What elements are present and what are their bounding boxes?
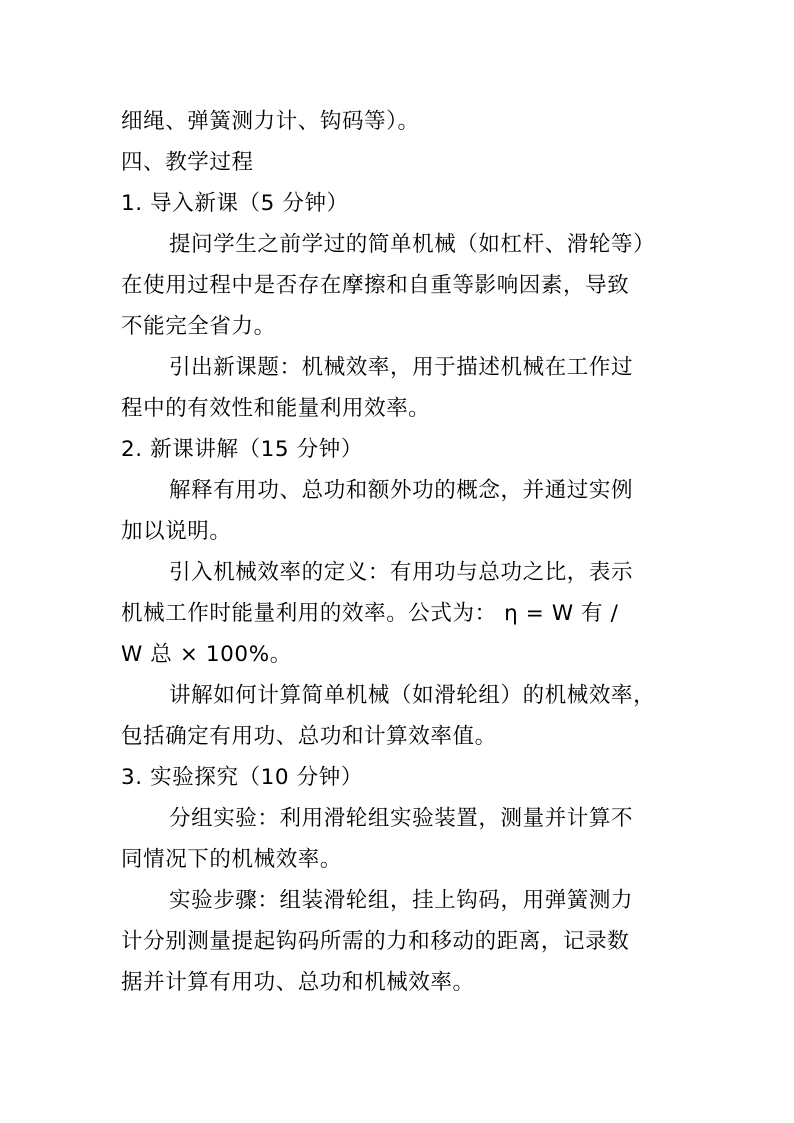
paragraph-line: 提问学生之前学过的简单机械（如杠杆、滑轮等） [169,232,656,257]
text-line: 程中的有效性和能量利用效率。 [121,396,431,421]
text-line: 不能完全省力。 [121,314,276,339]
text-line: 细绳、弹簧测力计、钩码等）。 [121,109,420,134]
formula-line: 机械工作时能量利用的效率。公式为： η = W 有 / [121,601,619,626]
paragraph-line: 分组实验：利用滑轮组实验装置，测量并计算不 [169,806,634,831]
paragraph-line: 解释有用功、总功和额外功的概念，并通过实例 [169,478,634,503]
paragraph-line: 讲解如何计算简单机械（如滑轮组）的机械效率， [169,683,656,708]
formula-line: W 总 × 100%。 [121,642,292,667]
text-line: 加以说明。 [121,519,232,544]
paragraph-line: 引出新课题：机械效率，用于描述机械在工作过 [169,355,634,380]
text-line: 在使用过程中是否存在摩擦和自重等影响因素，导致 [121,273,630,298]
paragraph-line: 引入机械效率的定义：有用功与总功之比，表示 [169,560,634,585]
text-line: 据并计算有用功、总功和机械效率。 [121,970,475,995]
text-line: 计分别测量提起钩码所需的力和移动的距离，记录数 [121,929,630,954]
text-line: 同情况下的机械效率。 [121,847,343,872]
subsection-heading: 1. 导入新课（5 分钟） [121,191,349,216]
document-body [121,101,681,1003]
subsection-heading: 3. 实验探究（10 分钟） [121,765,363,790]
text-line: 包括确定有用功、总功和计算效率值。 [121,724,497,749]
subsection-heading: 2. 新课讲解（15 分钟） [121,437,363,462]
section-heading: 四、教学过程 [121,150,254,175]
paragraph-line: 实验步骤：组装滑轮组，挂上钩码，用弹簧测力 [169,888,634,913]
